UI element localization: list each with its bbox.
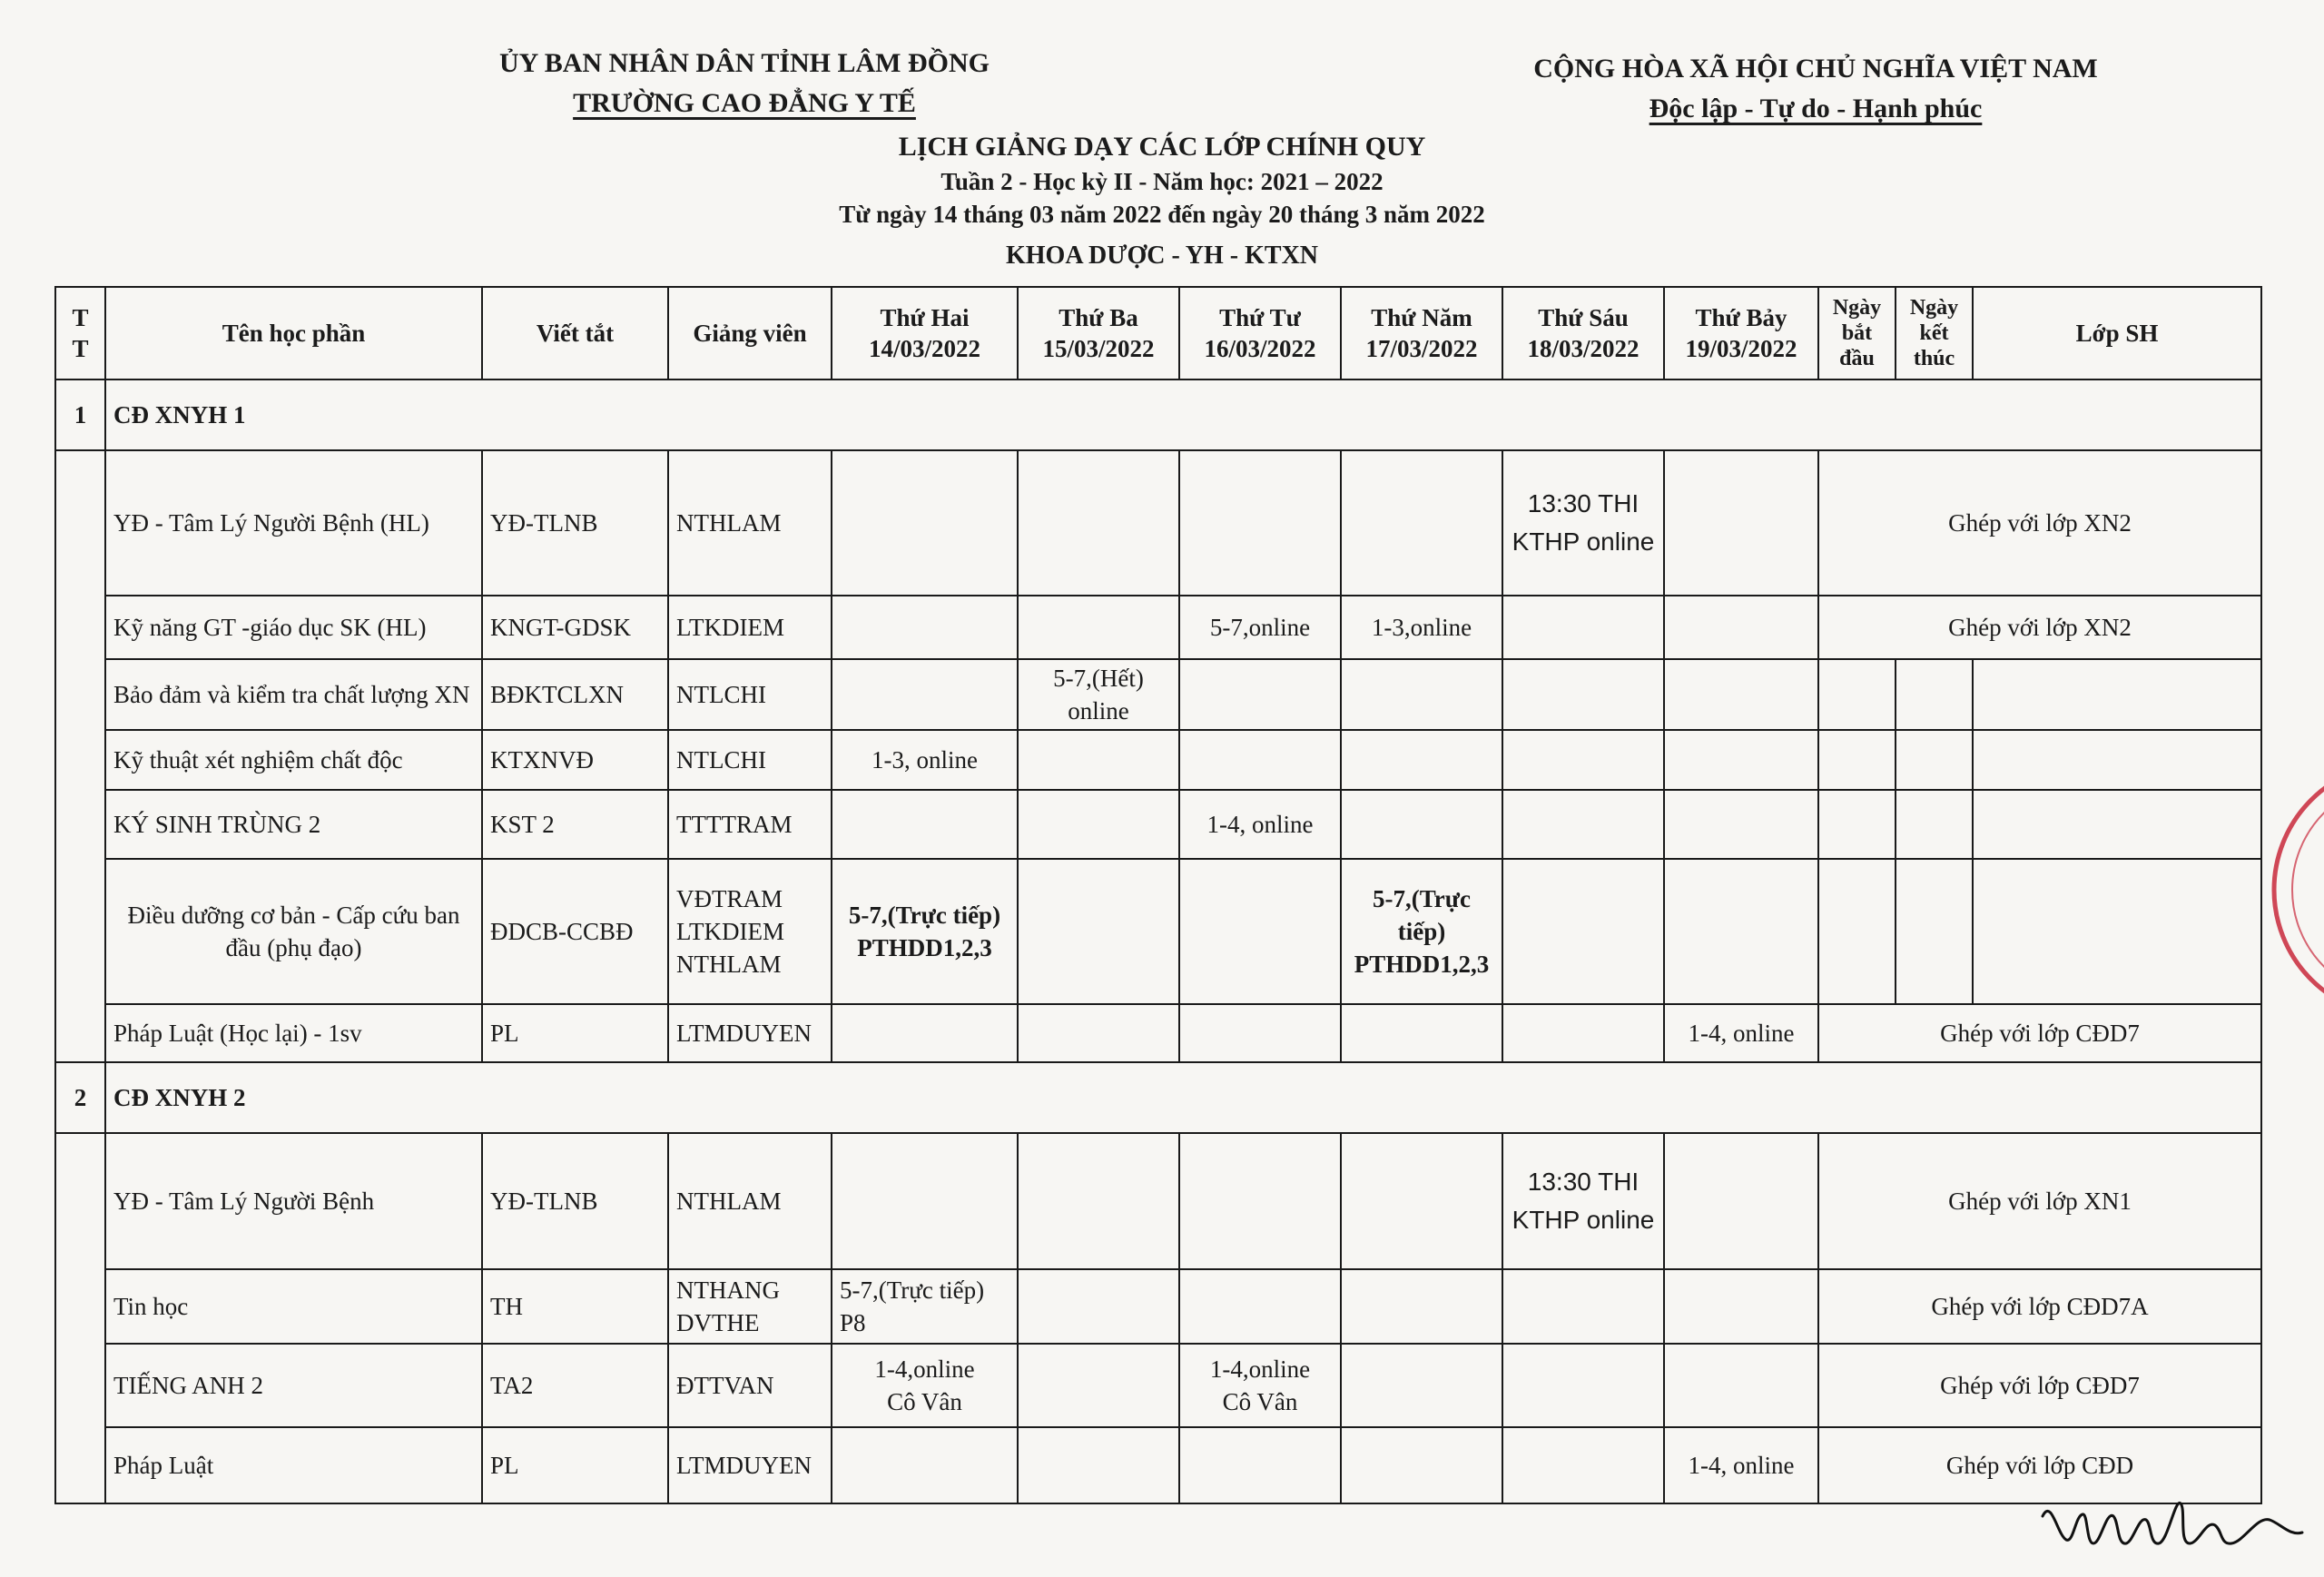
mon-cell (832, 1427, 1018, 1503)
thu-cell (1341, 450, 1502, 596)
tue-cell (1018, 859, 1179, 1004)
subject-cell: TIẾNG ANH 2 (105, 1344, 482, 1427)
table-header-row (55, 287, 2261, 379)
wed-cell: 1-4, online (1179, 790, 1341, 859)
class-cell (1973, 659, 2261, 730)
abbr-cell: PL (482, 1004, 668, 1062)
table-row (55, 1427, 2261, 1503)
department-name: KHOA DƯỢC - YH - KTXN (1005, 241, 1319, 270)
subject-cell: YĐ - Tâm Lý Người Bệnh (105, 1133, 482, 1269)
fri-cell (1502, 659, 1664, 730)
wed-cell (1179, 1269, 1341, 1344)
abbr-cell: ĐDCB-CCBĐ (482, 859, 668, 1004)
table-row (55, 1004, 2261, 1062)
sat-cell (1664, 659, 1818, 730)
fri-cell (1502, 1344, 1664, 1427)
sat-cell (1664, 730, 1818, 790)
wed-cell (1179, 659, 1341, 730)
subject-cell: Kỹ năng GT -giáo dục SK (HL) (105, 596, 482, 659)
class-cell: Ghép với lớp XN1 (1818, 1133, 2261, 1269)
col-header-teacher: Giảng viên (668, 287, 832, 379)
class-cell (1973, 790, 2261, 859)
col-header-tt: T T (55, 287, 105, 379)
tue-cell (1018, 1427, 1179, 1503)
subject-cell: Pháp Luật (Học lại) - 1sv (105, 1004, 482, 1062)
tue-cell (1018, 596, 1179, 659)
tue-cell: 5-7,(Hết) online (1018, 659, 1179, 730)
thu-cell (1341, 1344, 1502, 1427)
subject-cell: Điều dưỡng cơ bản - Cấp cứu ban đầu (phụ đạo) (105, 859, 482, 1004)
subject-cell: Kỹ thuật xét nghiệm chất độc (105, 730, 482, 790)
wed-cell (1179, 730, 1341, 790)
fri-cell (1502, 1269, 1664, 1344)
tue-cell (1018, 1344, 1179, 1427)
group-row (55, 379, 2261, 450)
subject-cell: KÝ SINH TRÙNG 2 (105, 790, 482, 859)
mon-cell: 5-7,(Trực tiếp) P8 (832, 1269, 1018, 1344)
col-header-wed: Thứ Tư 16/03/2022 (1179, 287, 1341, 379)
table-row (55, 659, 2261, 730)
table-row (55, 790, 2261, 859)
mon-cell (832, 596, 1018, 659)
teacher-cell: NTHANG DVTHE (668, 1269, 832, 1344)
tue-cell (1018, 1133, 1179, 1269)
teacher-cell: LTKDIEM (668, 596, 832, 659)
teacher-cell: TTTTRAM (668, 790, 832, 859)
teacher-cell: LTMDUYEN (668, 1427, 832, 1503)
abbr-cell: TH (482, 1269, 668, 1344)
mon-cell: 5-7,(Trực tiếp) PTHDD1,2,3 (832, 859, 1018, 1004)
sat-cell (1664, 790, 1818, 859)
class-cell: Ghép với lớp CĐD (1818, 1427, 2261, 1503)
subject-cell: YĐ - Tâm Lý Người Bệnh (HL) (105, 450, 482, 596)
col-header-end: Ngày kết thúc (1896, 287, 1973, 379)
sat-cell (1664, 596, 1818, 659)
end-cell (1896, 790, 1973, 859)
schedule-table (54, 286, 2262, 1504)
abbr-cell: KST 2 (482, 790, 668, 859)
col-header-subject: Tên học phần (105, 287, 482, 379)
class-cell (1973, 859, 2261, 1004)
group-row (55, 1062, 2261, 1133)
thu-cell (1341, 1004, 1502, 1062)
abbr-cell: YĐ-TLNB (482, 450, 668, 596)
teacher-cell: ĐTTVAN (668, 1344, 832, 1427)
schedule-date-range: Từ ngày 14 tháng 03 năm 2022 đến ngày 20 tháng 3 năm 2022 (839, 201, 1485, 228)
mon-cell (832, 659, 1018, 730)
org-line-1: ỦY BAN NHÂN DÂN TỈNH LÂM ĐỒNG (498, 48, 990, 78)
group-name: CĐ XNYH 2 (105, 1062, 2261, 1133)
tue-cell (1018, 790, 1179, 859)
end-cell (1896, 659, 1973, 730)
wed-cell (1179, 859, 1341, 1004)
wed-cell (1179, 1133, 1341, 1269)
col-header-tue: Thứ Ba 15/03/2022 (1018, 287, 1179, 379)
col-header-mon: Thứ Hai 14/03/2022 (832, 287, 1018, 379)
nation-header (1471, 49, 2161, 129)
col-header-fri: Thứ Sáu 18/03/2022 (1502, 287, 1664, 379)
mon-cell (832, 450, 1018, 596)
col-header-sat: Thứ Bảy 19/03/2022 (1664, 287, 1818, 379)
mon-cell (832, 1004, 1018, 1062)
subject-cell: Pháp Luật (105, 1427, 482, 1503)
class-cell: Ghép với lớp CĐD7A (1818, 1269, 2261, 1344)
nation-line-1: CỘNG HÒA XÃ HỘI CHỦ NGHĨA VIỆT NAM (1533, 54, 2098, 84)
fri-cell (1502, 859, 1664, 1004)
nation-line-2: Độc lập - Tự do - Hạnh phúc (1649, 94, 1983, 123)
class-cell (1973, 730, 2261, 790)
thu-cell (1341, 1427, 1502, 1503)
end-cell (1896, 859, 1973, 1004)
abbr-cell: BĐKTCLXN (482, 659, 668, 730)
subject-cell: Tin học (105, 1269, 482, 1344)
start-cell (1818, 659, 1896, 730)
abbr-cell: TA2 (482, 1344, 668, 1427)
sat-cell: 1-4, online (1664, 1427, 1818, 1503)
wed-cell (1179, 450, 1341, 596)
sat-cell: 1-4, online (1664, 1004, 1818, 1062)
sat-cell (1664, 1344, 1818, 1427)
teacher-cell: NTHLAM (668, 1133, 832, 1269)
thu-cell: 1-3,online (1341, 596, 1502, 659)
sat-cell (1664, 859, 1818, 1004)
abbr-cell: PL (482, 1427, 668, 1503)
table-row (55, 1133, 2261, 1269)
group-number: 2 (55, 1062, 105, 1133)
fri-cell (1502, 596, 1664, 659)
class-cell: Ghép với lớp XN2 (1818, 596, 2261, 659)
fri-cell (1502, 790, 1664, 859)
start-cell (1818, 790, 1896, 859)
group-name: CĐ XNYH 1 (105, 379, 2261, 450)
wed-cell: 1-4,online Cô Vân (1179, 1344, 1341, 1427)
fri-cell (1502, 1004, 1664, 1062)
org-line-2: TRƯỜNG CAO ĐẲNG Y TẾ (573, 88, 916, 118)
class-cell: Ghép với lớp CĐD7 (1818, 1344, 2261, 1427)
mon-cell (832, 1133, 1018, 1269)
class-cell: Ghép với lớp CĐD7 (1818, 1004, 2261, 1062)
table-row (55, 859, 2261, 1004)
wed-cell (1179, 1427, 1341, 1503)
teacher-cell: NTHLAM (668, 450, 832, 596)
table-row (55, 1344, 2261, 1427)
fri-cell (1502, 730, 1664, 790)
mon-cell (832, 790, 1018, 859)
teacher-cell: NTLCHI (668, 730, 832, 790)
thu-cell (1341, 730, 1502, 790)
start-cell (1818, 730, 1896, 790)
schedule-week: Tuần 2 - Học kỳ II - Năm học: 2021 – 2022 (940, 168, 1384, 195)
group-spacer (55, 1133, 105, 1503)
sat-cell (1664, 1269, 1818, 1344)
subject-cell: Bảo đảm và kiểm tra chất lượng XN (105, 659, 482, 730)
tue-cell (1018, 730, 1179, 790)
col-header-class: Lớp SH (1973, 287, 2261, 379)
table-row (55, 450, 2261, 596)
fri-cell: 13:30 THI KTHP online (1502, 1133, 1664, 1269)
group-number: 1 (55, 379, 105, 450)
end-cell (1896, 730, 1973, 790)
col-header-thu: Thứ Năm 17/03/2022 (1341, 287, 1502, 379)
thu-cell (1341, 790, 1502, 859)
table-row (55, 1269, 2261, 1344)
mon-cell: 1-3, online (832, 730, 1018, 790)
start-cell (1818, 859, 1896, 1004)
table-row (55, 596, 2261, 659)
thu-cell (1341, 659, 1502, 730)
wed-cell: 5-7,online (1179, 596, 1341, 659)
group-spacer (55, 450, 105, 1062)
teacher-cell: LTMDUYEN (668, 1004, 832, 1062)
abbr-cell: YĐ-TLNB (482, 1133, 668, 1269)
fri-cell (1502, 1427, 1664, 1503)
mon-cell: 1-4,online Cô Vân (832, 1344, 1018, 1427)
table-row (55, 730, 2261, 790)
tue-cell (1018, 1269, 1179, 1344)
col-header-abbr: Viết tắt (482, 287, 668, 379)
thu-cell: 5-7,(Trực tiếp) PTHDD1,2,3 (1341, 859, 1502, 1004)
abbr-cell: KTXNVĐ (482, 730, 668, 790)
tue-cell (1018, 1004, 1179, 1062)
fri-cell: 13:30 THI KTHP online (1502, 450, 1664, 596)
abbr-cell: KNGT-GDSK (482, 596, 668, 659)
tue-cell (1018, 450, 1179, 596)
schedule-title-block (635, 129, 1689, 276)
sat-cell (1664, 1133, 1818, 1269)
sat-cell (1664, 450, 1818, 596)
class-cell: Ghép với lớp XN2 (1818, 450, 2261, 596)
thu-cell (1341, 1269, 1502, 1344)
wed-cell (1179, 1004, 1341, 1062)
teacher-cell: VĐTRAM LTKDIEM NTHLAM (668, 859, 832, 1004)
col-header-start: Ngày bắt đầu (1818, 287, 1896, 379)
thu-cell (1341, 1133, 1502, 1269)
org-header (381, 44, 1108, 123)
teacher-cell: NTLCHI (668, 659, 832, 730)
schedule-title: LỊCH GIẢNG DẠY CÁC LỚP CHÍNH QUY (898, 132, 1426, 162)
handwritten-signature (2034, 1480, 2306, 1562)
red-seal-stamp (2229, 754, 2324, 1026)
